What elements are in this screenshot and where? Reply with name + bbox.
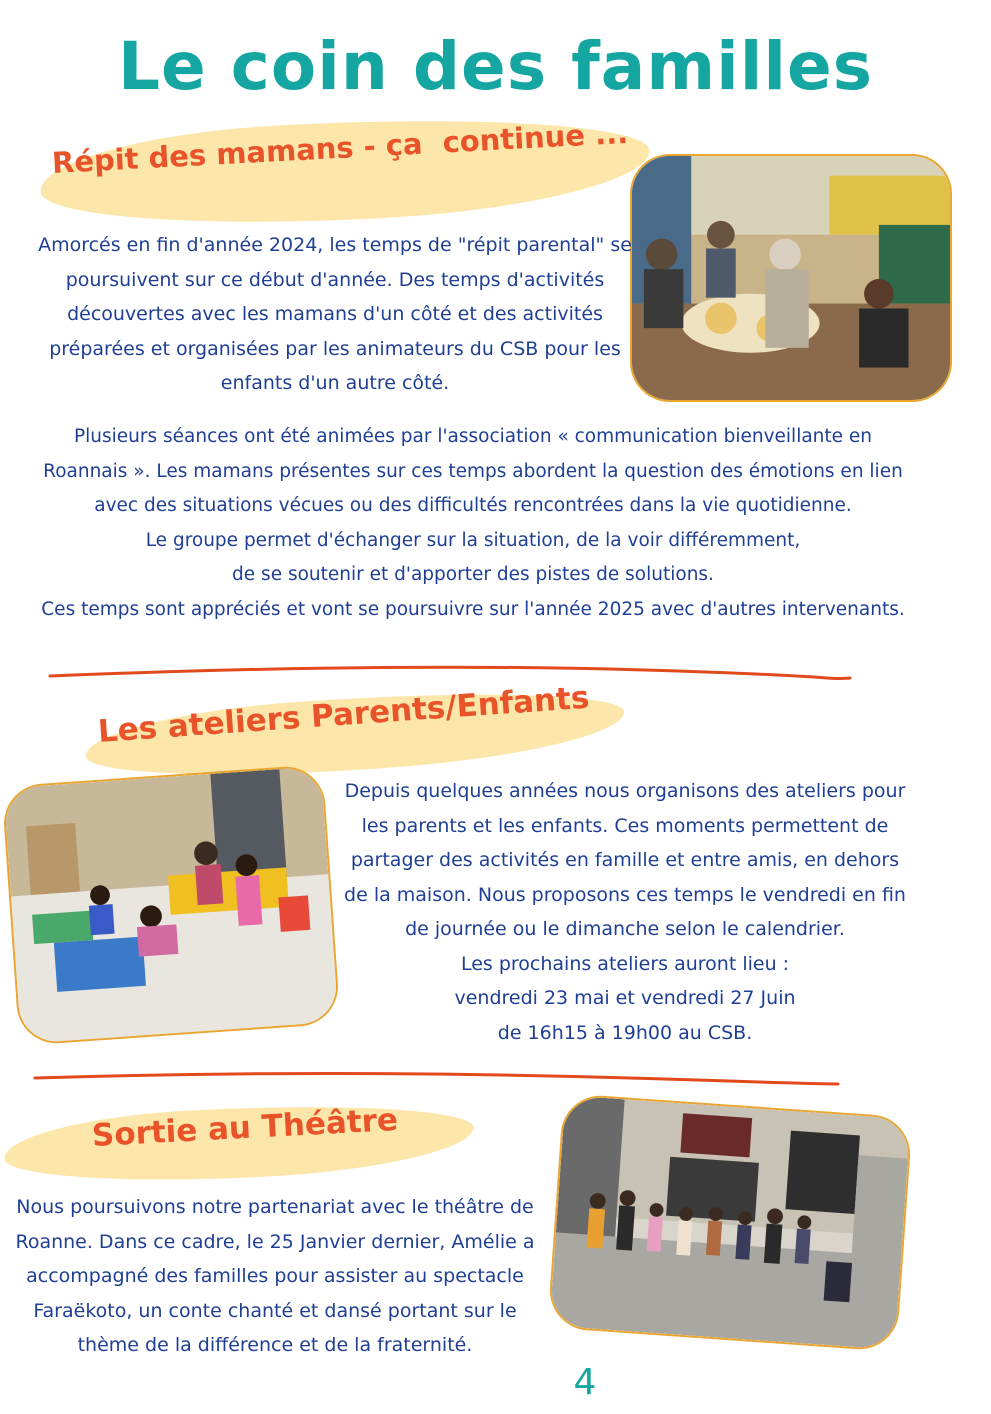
section1-intro [20, 228, 650, 401]
section3-text [0, 1190, 550, 1363]
text-line: accompagné des familles pour assister au spectacle [26, 1265, 524, 1287]
text-line: de journée ou le dimanche selon le calendrier. [405, 918, 845, 940]
text-line: Depuis quelques années nous organisons des ateliers pour [344, 780, 906, 802]
photo-sortie-theatre [547, 1093, 913, 1352]
section-heading-theatre: Sortie au Théâtre [91, 1101, 399, 1154]
photo-mamans-meeting [630, 154, 952, 402]
text-line: Le groupe permet d'échanger sur la situation, de la voir différemment, [145, 529, 801, 551]
text-line: Nous poursuivons notre partenariat avec le théâtre de [16, 1196, 534, 1218]
text-line: Plusieurs séances ont été animées par l'association « communication bienveillante en [73, 426, 873, 447]
text-line: vendredi 23 mai et vendredi 27 Juin [454, 987, 796, 1009]
page-number: 4 [573, 1362, 597, 1403]
text-line: Roannais ». Les mamans présentes sur ces temps abordent la question des émotions en lien [43, 460, 903, 482]
text-line: Faraëkoto, un conte chanté et dansé portant sur le [33, 1299, 517, 1322]
photo-ateliers-parents-enfants [1, 764, 340, 1046]
text-line: Ces temps sont appréciés et vont se poursuivre sur l'année 2025 avec d'autres intervenants. [41, 598, 905, 620]
section-heading-repit: Répit des mamans - ça continue ... [51, 115, 629, 180]
text-line: enfants d'un autre côté. [220, 372, 450, 394]
text-line: poursuivent sur ce début d'année. Des temps d'activités [65, 268, 605, 291]
page-title: Le coin des familles [117, 28, 874, 105]
text-line: Amorcés en fin d'année 2024, les temps de "répit parental" se [38, 234, 632, 256]
divider-line [45, 660, 855, 690]
section-heading-ateliers: Les ateliers Parents/Enfants [96, 679, 591, 750]
section1-body [6, 420, 940, 627]
text-line: avec des situations vécues ou des difficultés rencontrées dans la vie quotidienne. [94, 495, 852, 516]
divider-line [30, 1064, 845, 1094]
text-line: Les prochains ateliers auront lieu : [460, 952, 790, 975]
text-line: préparées et organisées par les animateurs du CSB pour les [49, 337, 621, 360]
text-line: découvertes avec les mamans d'un côté et des activités [67, 303, 603, 325]
text-line: partager des activités en famille et entre amis, en dehors [350, 849, 900, 871]
text-line: de 16h15 à 19h00 au CSB. [497, 1021, 753, 1044]
section2-text [325, 774, 925, 1050]
text-line: de se soutenir et d'apporter des pistes de solutions. [232, 564, 714, 585]
text-line: thème de la différence et de la fraternité. [77, 1334, 473, 1356]
text-line: les parents et les enfants. Ces moments permettent de [361, 814, 889, 837]
text-line: de la maison. Nous proposons ces temps le vendredi en fin [344, 883, 906, 906]
text-line: Roanne. Dans ce cadre, le 25 Janvier dernier, Amélie a [15, 1230, 535, 1253]
